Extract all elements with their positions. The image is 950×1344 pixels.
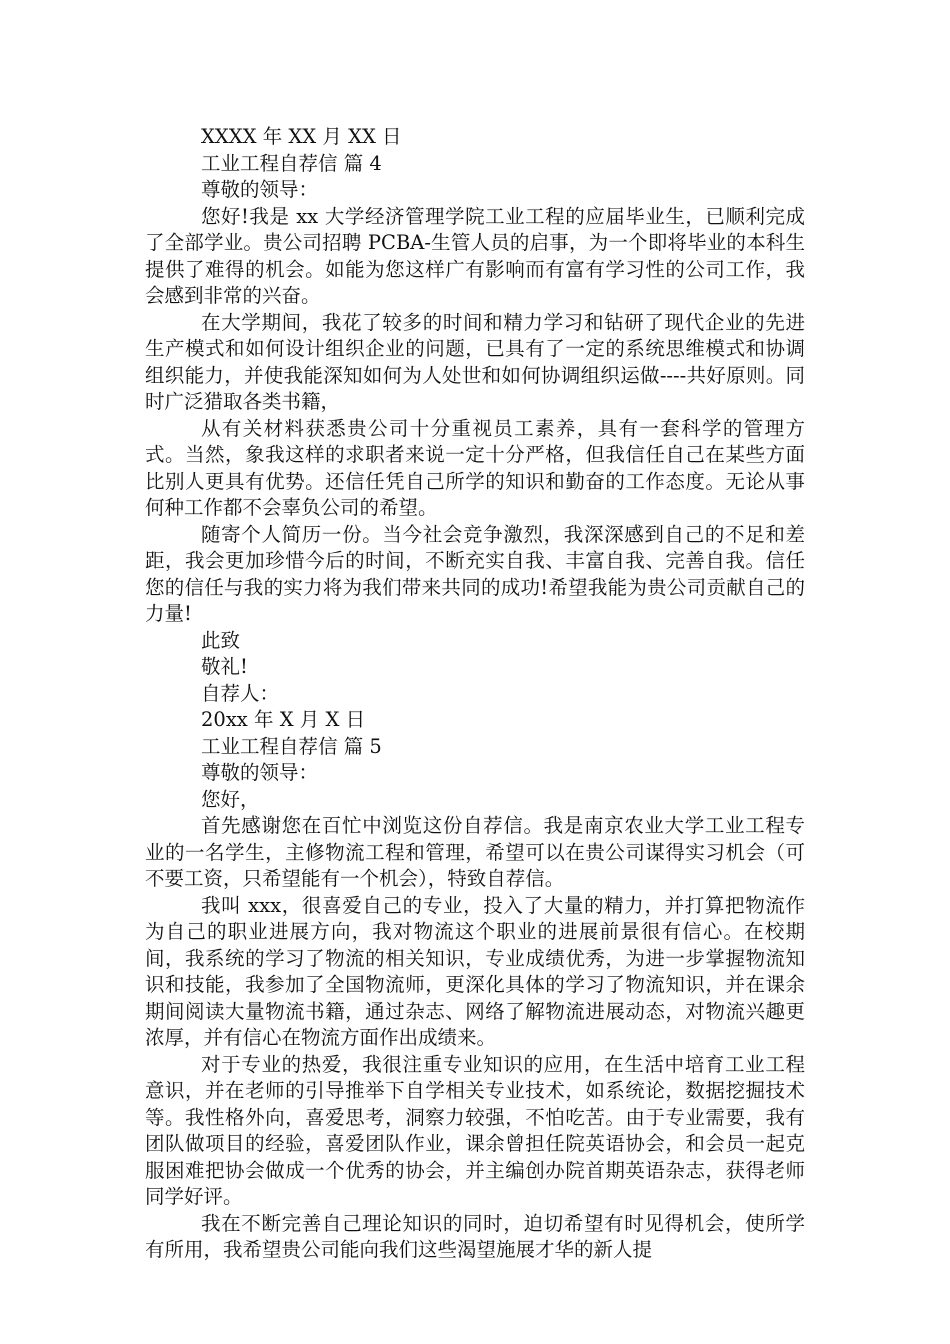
- salutation: 尊敬的领导：: [201, 178, 319, 201]
- body-paragraph: 在大学期间，我花了较多的时间和精力学习和钻研了现代企业的先进生产模式和如何设计组织企业的问题，已具有了一定的系统思维模式和协调组织能力，并使我能深知如何为人处世和如何协调组织运做----共好原则。同时广泛猎取各类书籍，: [145, 310, 805, 413]
- signature-date: 20xx 年 X 月 X 日: [201, 708, 366, 731]
- salutation: 尊敬的领导：: [201, 761, 319, 784]
- greeting: 您好，: [201, 787, 260, 811]
- body-paragraph: 从有关材料获悉贵公司十分重视员工素养，具有一套科学的管理方式。当然，象我这样的求职者来说一定十分严格，但我信任自己在某些方面比别人更具有优势。还信任凭自己所学的知识和勤奋的工作态度。无论从事何种工作都不会辜负公司的希望。: [145, 416, 805, 519]
- body-paragraph: 随寄个人简历一份。当今社会竞争激烈，我深深感到自己的不足和差距，我会更加珍惜今后的时间，不断充实自我、丰富自我、完善自我。信任您的信任与我的实力将为我们带来共同的成功!希望我能为贵公司贡献自己的力量!: [145, 522, 805, 625]
- closing-line: 敬礼!: [201, 655, 248, 678]
- closing-line: 此致: [201, 628, 241, 652]
- body-paragraph: 我叫 xxx，很喜爱自己的专业，投入了大量的精力，并打算把物流作为自己的职业进展方向，我对物流这个职业的进展前景很有信心。在校期间，我系统的学习了物流的相关知识，专业成绩优秀，为进一步掌握物流知识和技能，我参加了全国物流师，更深化具体的学习了物流知识，并在课余期间阅读大量物流书籍，通过杂志、网络了解物流进展动态，对物流兴趣更浓厚，并有信心在物流方面作出成绩来。: [145, 893, 805, 1049]
- letter-heading: 工业工程自荐信 篇 5: [201, 734, 382, 758]
- letter-date: XXXX 年 XX 月 XX 日: [201, 125, 402, 148]
- signature-label: 自荐人：: [201, 681, 280, 705]
- letter-heading: 工业工程自荐信 篇 4: [201, 151, 382, 175]
- body-paragraph: 您好!我是 xx 大学经济管理学院工业工程的应届毕业生，已顺利完成了全部学业。贵公司招聘 PCBA-生管人员的启事，为一个即将毕业的本科生提供了难得的机会。如能为您这样广有影响而有富有学习性的公司工作，我会感到非常的兴奋。: [145, 204, 805, 307]
- document-page: [145, 124, 805, 1264]
- body-paragraph: 首先感谢您在百忙中浏览这份自荐信。我是南京农业大学工业工程专业的一名学生，主修物流工程和管理，希望可以在贵公司谋得实习机会（可不要工资，只希望能有一个机会），特致自荐信。: [145, 814, 805, 890]
- body-paragraph: 对于专业的热爱，我很注重专业知识的应用，在生活中培育工业工程意识，并在老师的引导推举下自学相关专业技术，如系统论，数据挖掘技术等。我性格外向，喜爱思考，洞察力较强，不怕吃苦。由于专业需要，我有团队做项目的经验，喜爱团队作业，课余曾担任院英语协会，和会员一起克服困难把协会做成一个优秀的协会，并主编创办院首期英语杂志，获得老师同学好评。: [145, 1052, 805, 1208]
- body-paragraph: 我在不断完善自己理论知识的同时，迫切希望有时见得机会，使所学有所用，我希望贵公司能向我们这些渴望施展才华的新人提: [145, 1211, 805, 1261]
